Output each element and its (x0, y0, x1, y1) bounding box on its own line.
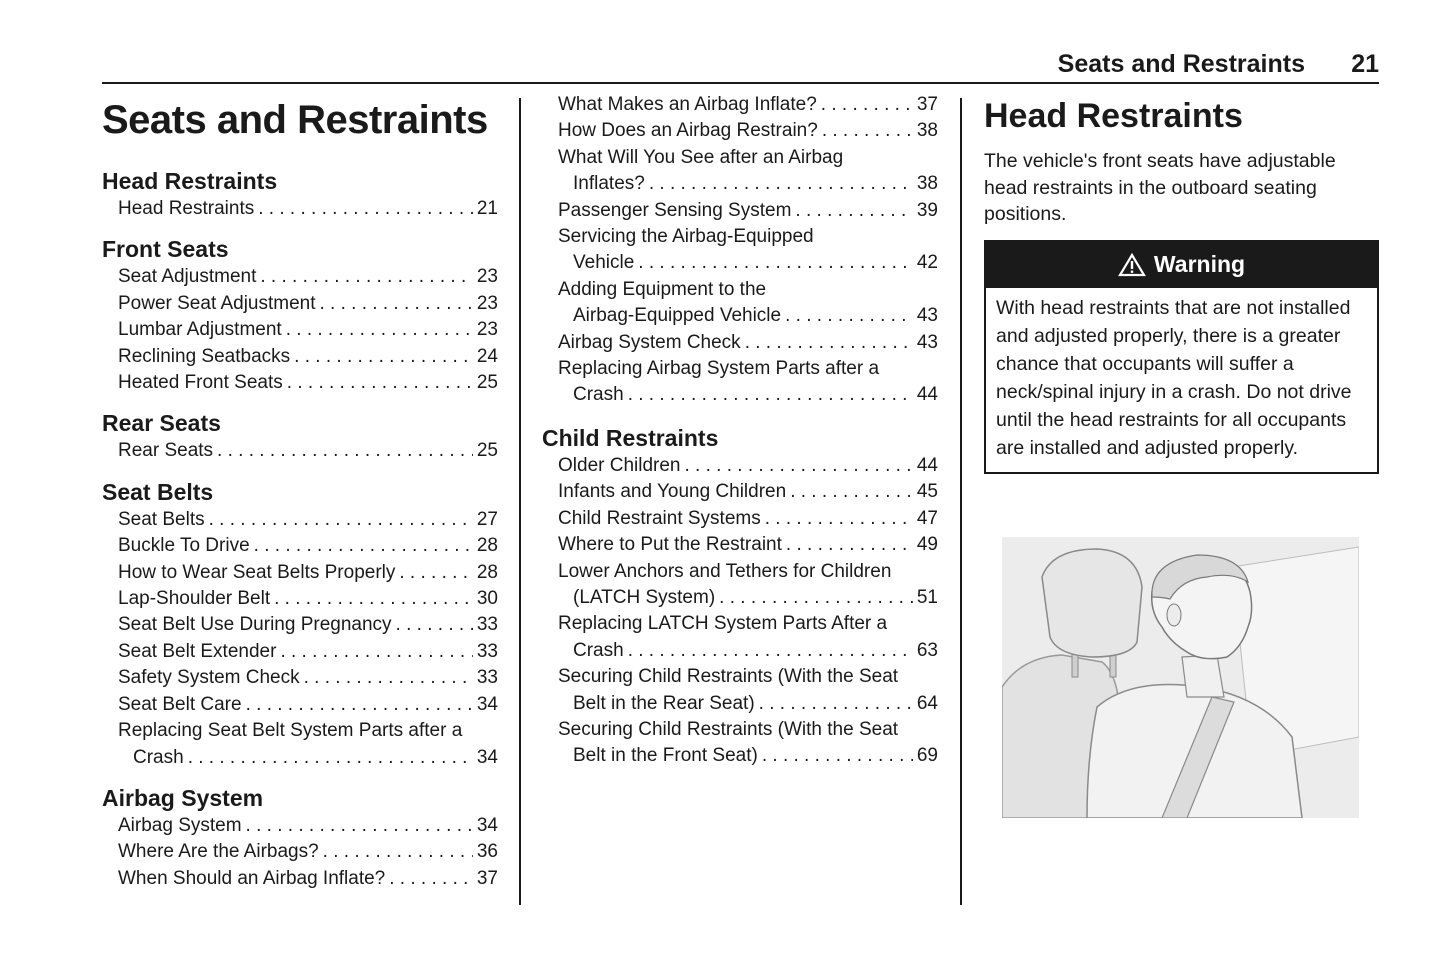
running-header (102, 48, 1379, 84)
column-divider (960, 98, 962, 905)
toc-entry-page: 43 (916, 331, 938, 353)
toc-entry[interactable] (542, 92, 938, 118)
warning-label: Warning (1153, 251, 1246, 277)
warning-triangle-icon (1118, 253, 1146, 277)
toc-entry-page: 24 (476, 345, 498, 367)
toc-entry[interactable] (542, 198, 938, 224)
toc-entry-page: 23 (476, 292, 498, 314)
dot-leader (638, 250, 913, 276)
toc-entry-label: Crash (573, 639, 624, 661)
toc-entry[interactable] (542, 224, 938, 277)
toc-entry[interactable] (542, 664, 938, 717)
toc-entry-page: 23 (476, 319, 498, 341)
head-restraints-intro: The vehicle's front seats have adjustable head restraints in the outboard seating positions. (984, 150, 1336, 225)
toc-entry[interactable] (102, 438, 498, 464)
head-restraints-heading: Head Restraints (984, 97, 1243, 135)
dot-leader (294, 344, 473, 370)
toc-entry-page: 33 (476, 614, 498, 636)
toc-section-child-restraints (542, 423, 938, 770)
toc-entry-page: 38 (916, 120, 938, 142)
toc-entry[interactable] (102, 291, 498, 317)
toc-entry-page: 37 (476, 867, 498, 889)
dot-leader (685, 453, 913, 479)
running-header-title: Seats and Restraints (1057, 50, 1305, 78)
toc-entry-page: 28 (476, 535, 498, 557)
toc-entry[interactable] (102, 560, 498, 586)
dot-leader (280, 639, 472, 665)
dot-leader (719, 585, 913, 611)
toc-entry-label: Older Children (558, 454, 681, 476)
toc-entry-label: Belt in the Front Seat) (573, 745, 758, 767)
toc-entry-label-line1: Replacing Airbag System Parts after a (558, 358, 880, 380)
toc-entry-label: What Makes an Airbag Inflate? (558, 94, 817, 115)
toc-entry-line2 (558, 743, 938, 769)
toc-entry-page: 44 (916, 454, 938, 476)
section-title: Head Restraints (102, 168, 278, 194)
toc-entry[interactable] (102, 839, 498, 865)
warning-box (984, 240, 1379, 474)
dot-leader (323, 839, 473, 865)
toc-entry[interactable] (102, 264, 498, 290)
dot-leader (254, 533, 473, 559)
warning-header (986, 242, 1377, 288)
toc-entry-label: Where to Put the Restraint (558, 534, 782, 556)
toc-entry-label: Where Are the Airbags? (118, 841, 319, 863)
toc-entry-line2 (558, 171, 938, 197)
toc-column-1 (102, 96, 498, 904)
dot-leader (821, 92, 913, 118)
toc-entry-page: 25 (476, 372, 498, 394)
toc-entry[interactable] (542, 330, 938, 356)
toc-column-2 (542, 96, 938, 782)
toc-entry-label-line1: Securing Child Restraints (With the Seat (558, 666, 899, 688)
toc-entry-label: Buckle To Drive (118, 535, 250, 557)
toc-entry-label: Passenger Sensing System (558, 199, 792, 221)
dot-leader (188, 745, 473, 771)
toc-entry-page: 34 (476, 746, 498, 768)
toc-entry[interactable] (102, 344, 498, 370)
dot-leader (795, 198, 912, 224)
toc-entry-label: Reclining Seatbacks (118, 345, 291, 367)
toc-entry-label-line1: Adding Equipment to the (558, 278, 767, 300)
toc-entry-label-line1: Lower Anchors and Tethers for Children (558, 560, 892, 582)
toc-entry[interactable] (102, 692, 498, 718)
dot-leader (759, 691, 913, 717)
toc-entry-label: Airbag System (118, 814, 242, 836)
toc-entry-line2 (558, 585, 938, 611)
toc-entry[interactable] (102, 639, 498, 665)
toc-child-entries (542, 453, 938, 770)
toc-entry-label-line1: What Will You See after an Airbag (558, 146, 844, 168)
dot-leader (260, 264, 472, 290)
toc-entry-line2 (558, 638, 938, 664)
toc-entry-label: Seat Adjustment (118, 266, 257, 288)
dot-leader (286, 317, 473, 343)
toc-entry-label: Seat Belt Use During Pregnancy (118, 614, 392, 636)
toc-entry-label: Belt in the Rear Seat) (573, 692, 755, 714)
dot-leader (217, 438, 473, 464)
dot-leader (274, 586, 473, 612)
toc-entry-line2 (118, 745, 498, 771)
chapter-title: Seats and Restraints (102, 98, 488, 142)
toc-entry[interactable] (542, 145, 938, 198)
toc-entry[interactable] (102, 507, 498, 533)
dot-leader (209, 507, 473, 533)
toc-entry-label: Seat Belt Care (118, 693, 242, 715)
toc-entry[interactable] (542, 118, 938, 144)
dot-leader (287, 370, 473, 396)
column-divider (519, 98, 521, 905)
toc-sections (102, 166, 498, 892)
toc-entry-page: 63 (916, 639, 938, 661)
head-restraint-illustration (1002, 537, 1359, 818)
toc-entry-label: Power Seat Adjustment (118, 292, 316, 314)
dot-leader (822, 118, 913, 144)
toc-entry-label: Airbag System Check (558, 331, 741, 353)
dot-leader (628, 382, 913, 408)
toc-entry-page: 25 (476, 440, 498, 462)
toc-entry-page: 49 (916, 534, 938, 556)
toc-entry[interactable] (542, 559, 938, 612)
toc-entry-page: 45 (916, 481, 938, 503)
dot-leader (628, 638, 913, 664)
toc-entry-label: Crash (573, 384, 624, 406)
toc-entry-page: 43 (916, 305, 938, 327)
toc-entry-line2 (558, 250, 938, 276)
toc-entry-page: 34 (476, 693, 498, 715)
toc-entry[interactable] (542, 532, 938, 558)
toc-entry[interactable] (542, 717, 938, 770)
dot-leader (785, 303, 913, 329)
toc-entry-label: (LATCH System) (573, 586, 716, 608)
toc-entry-label-line1: Servicing the Airbag-Equipped (558, 226, 814, 248)
toc-entry-page: 42 (916, 252, 938, 274)
toc-entry-label: Seat Belt Extender (118, 640, 277, 662)
driver-seat-illustration (1002, 537, 1359, 818)
toc-entry-page: 69 (916, 745, 938, 767)
toc-entry-page: 36 (476, 841, 498, 863)
section-title: Airbag System (102, 784, 264, 811)
dot-leader (246, 692, 473, 718)
section-title: Seat Belts (102, 478, 214, 505)
toc-entry[interactable] (542, 479, 938, 505)
toc-entry-label: Airbag-Equipped Vehicle (573, 305, 782, 327)
toc-entry-page: 47 (916, 507, 938, 529)
dot-leader (786, 532, 913, 558)
toc-entry[interactable] (102, 813, 498, 839)
toc-entry-page: 30 (476, 588, 498, 610)
toc-entry[interactable] (542, 356, 938, 409)
toc-entry-label: Safety System Check (118, 667, 300, 689)
warning-text: With head restraints that are not installed and adjusted properly, there is a greater chance that occupants will suffer a neck/spinal injury in a crash. Do not drive until the head restraints for all occupants are installed and adjusted properly. (996, 296, 1352, 459)
toc-entry-page: 34 (476, 814, 498, 836)
toc-entry-page: 33 (476, 667, 498, 689)
toc-section (102, 408, 498, 464)
toc-entry-label: Lap-Shoulder Belt (118, 588, 271, 610)
toc-entry-label-line1: Securing Child Restraints (With the Seat (558, 718, 899, 740)
dot-leader (304, 665, 473, 691)
toc-entry[interactable] (102, 718, 498, 771)
dot-leader (258, 196, 473, 222)
toc-entry-label: When Should an Airbag Inflate? (118, 867, 386, 889)
toc-entry-page: 33 (476, 640, 498, 662)
toc-entry[interactable] (542, 453, 938, 479)
toc-entry[interactable] (102, 196, 498, 222)
dot-leader (765, 506, 913, 532)
toc-entry-page: 39 (916, 199, 938, 221)
toc-section (102, 166, 498, 222)
toc-entry-label: How to Wear Seat Belts Properly (118, 561, 396, 583)
toc-entry-page: 38 (916, 173, 938, 195)
dot-leader (649, 171, 913, 197)
toc-entry-page: 27 (476, 508, 498, 530)
dot-leader (396, 612, 473, 638)
toc-entry-line2 (558, 691, 938, 717)
dot-leader (246, 813, 473, 839)
toc-entry[interactable] (102, 586, 498, 612)
toc-entry-page: 51 (916, 586, 938, 608)
toc-entry-label: Crash (133, 746, 184, 768)
toc-entry-label: Inflates? (573, 173, 645, 195)
toc-entry[interactable] (102, 866, 498, 892)
dot-leader (399, 560, 472, 586)
toc-entry-label-line1: Replacing LATCH System Parts After a (558, 613, 888, 635)
dot-leader (790, 479, 913, 505)
toc-entry[interactable] (542, 611, 938, 664)
toc-entry[interactable] (102, 533, 498, 559)
toc-entry-label: Rear Seats (118, 440, 214, 462)
page-number: 21 (1351, 50, 1379, 78)
toc-section (102, 783, 498, 892)
dot-leader (745, 330, 913, 356)
dot-leader (320, 291, 473, 317)
toc-entry[interactable] (102, 370, 498, 396)
toc-entry[interactable] (542, 506, 938, 532)
toc-entry-label: Lumbar Adjustment (118, 319, 282, 341)
section-title: Child Restraints (542, 424, 719, 451)
toc-entry-label: Head Restraints (118, 198, 255, 219)
toc-entry-label: Heated Front Seats (118, 372, 283, 394)
dot-leader (762, 743, 913, 769)
toc-entry[interactable] (102, 612, 498, 638)
head-restraints-column (984, 96, 1379, 474)
dot-leader (389, 866, 473, 892)
toc-entry-label-line1: Replacing Seat Belt System Parts after a (118, 720, 463, 742)
toc-entry[interactable] (542, 277, 938, 330)
toc-entry-label: How Does an Airbag Restrain? (558, 120, 818, 142)
toc-entry-page: 44 (916, 384, 938, 406)
toc-entry-line2 (558, 303, 938, 329)
toc-entry[interactable] (102, 665, 498, 691)
toc-entry-label: Infants and Young Children (558, 481, 787, 503)
section-title: Rear Seats (102, 410, 221, 437)
toc-entry-label: Vehicle (573, 252, 635, 274)
toc-entry-page: 21 (476, 198, 498, 219)
toc-entry-page: 64 (916, 692, 938, 714)
toc-entry-line2 (558, 382, 938, 408)
section-title: Front Seats (102, 236, 229, 263)
toc-airbag-continued (542, 92, 938, 409)
toc-entry-page: 23 (476, 266, 498, 288)
toc-entry-label: Child Restraint Systems (558, 507, 761, 529)
toc-entry[interactable] (102, 317, 498, 343)
toc-entry-page: 28 (476, 561, 498, 583)
toc-section (102, 234, 498, 396)
toc-entry-label: Seat Belts (118, 508, 205, 530)
toc-entry-page: 37 (916, 94, 938, 115)
toc-section (102, 477, 498, 771)
